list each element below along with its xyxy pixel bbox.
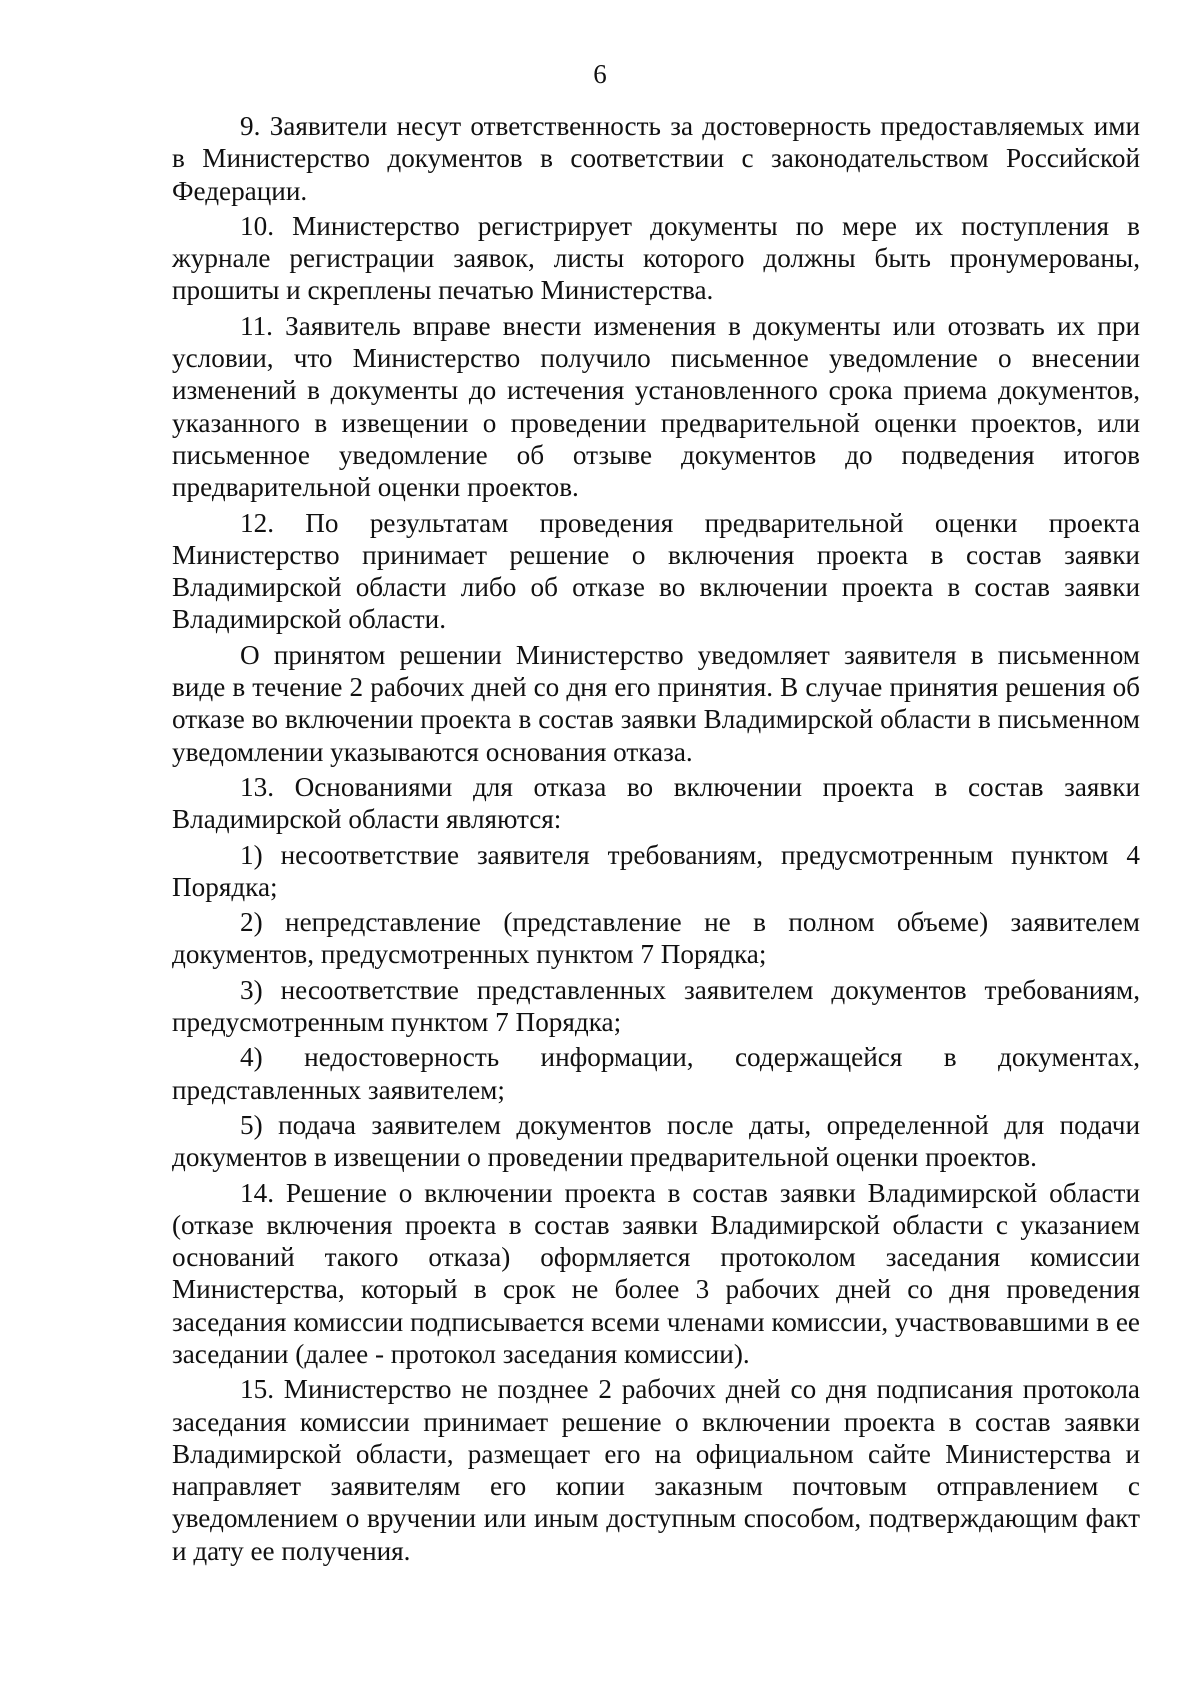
paragraph-9: 9. Заявители несут ответственность за достоверность предоставляемых ими в Министерство документов в соответствии с законодательством Российской Федерации. <box>172 111 1140 206</box>
paragraph-13-item-1: 1) несоответствие заявителя требованиям, предусмотренным пунктом 4 Порядка; <box>172 839 1140 902</box>
paragraph-13-item-2: 2) непредставление (представление не в полном объеме) заявителем документов, предусмотренных пунктом 7 Порядка; <box>172 907 1140 970</box>
paragraph-12-notice: О принятом решении Министерство уведомляет заявителя в письменном виде в течение 2 рабочих дней со дня его принятия. В случае принятия решения об отказе во включении проекта в состав заявки Владимирской области в письменном уведомлении указываются основания отказа. <box>172 639 1140 767</box>
page-number: 6 <box>593 59 607 89</box>
paragraph-13: 13. Основаниями для отказа во включении проекта в состав заявки Владимирской области являются: <box>172 771 1140 835</box>
paragraph-11: 11. Заявитель вправе внести изменения в документы или отозвать их при условии, что Министерство получило письменное уведомление о внесении изменений в документы до истечения установленного срока приема документов, указанного в извещении о проведении предварительной оценки проектов, или письменное уведомление об отзыве документов до подведения итогов предварительной оценки проектов. <box>172 310 1140 503</box>
paragraph-13-item-3: 3) несоответствие представленных заявителем документов требованиям, предусмотренным пунктом 7 Порядка; <box>172 974 1140 1038</box>
paragraph-13-item-4: 4) недостоверность информации, содержащейся в документах, представленных заявителем; <box>172 1042 1140 1105</box>
paragraph-15: 15. Министерство не позднее 2 рабочих дней со дня подписания протокола заседания комиссии принимает решение о включении проекта в состав заявки Владимирской области, размещает его на официальном сайте Министерства и направляет заявителям его копии заказным почтовым отправлением с уведомлением о вручении или иным доступным способом, подтверждающим факт и дату ее получения. <box>172 1374 1140 1566</box>
paragraph-14: 14. Решение о включении проекта в состав заявки Владимирской области (отказе включения проекта в состав заявки Владимирской области с указанием оснований такого отказа) оформляется протоколом заседания комиссии Министерства, который в срок не более 3 рабочих дней со дня проведения заседания комиссии подписывается всеми членами комиссии, участвовавшими в ее заседании (далее - протокол заседания комиссии). <box>172 1177 1140 1369</box>
document-body <box>172 110 1140 1567</box>
paragraph-12: 12. По результатам проведения предварительной оценки проекта Министерство принимает решение о включения проекта в состав заявки Владимирской области либо об отказе во включении проекта в состав заявки Владимирской области. <box>172 507 1140 635</box>
paragraph-10: 10. Министерство регистрирует документы по мере их поступления в журнале регистрации заявок, листы которого должны быть пронумерованы, прошиты и скреплены печатью Министерства. <box>172 210 1140 306</box>
paragraph-13-item-5: 5) подача заявителем документов после даты, определенной для подачи документов в извещении о проведении предварительной оценки проектов. <box>172 1109 1140 1173</box>
